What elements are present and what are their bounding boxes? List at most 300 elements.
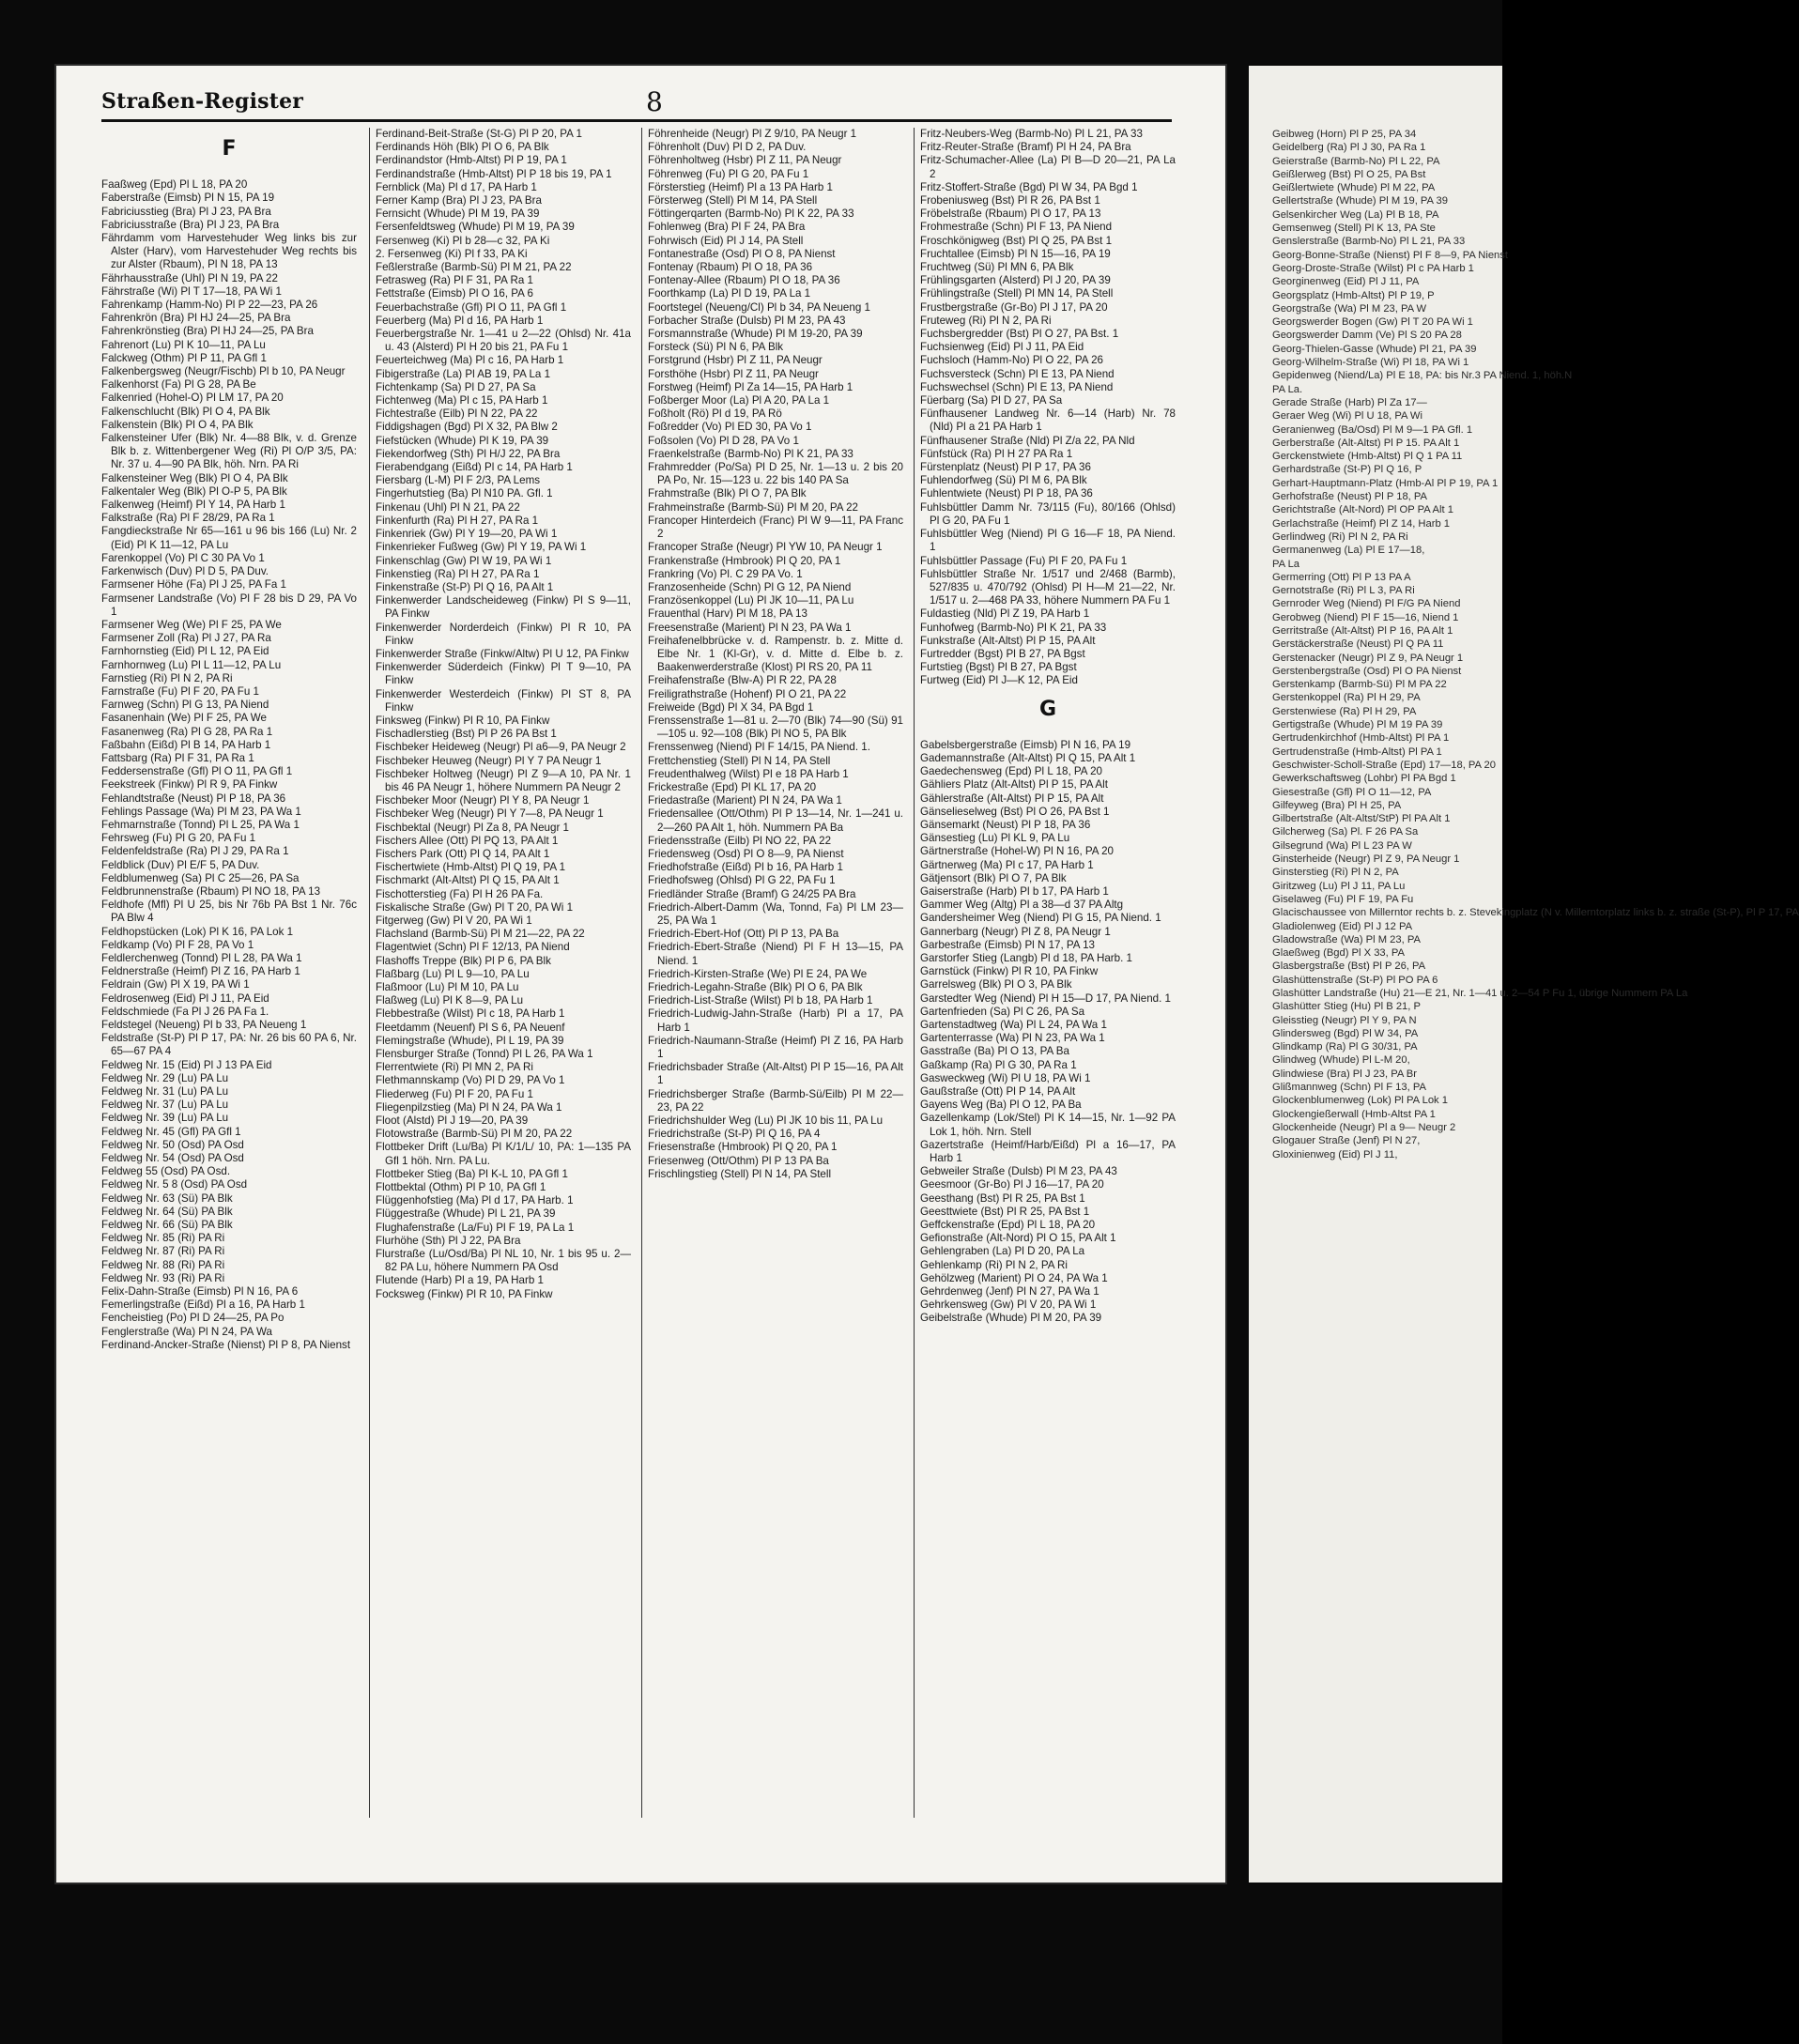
register-entry: Giesestraße (Gfl) Pl O 11—12, PA (1272, 786, 1432, 798)
register-entry: Feßlerstraße (Barmb-Sü) Pl M 21, PA 22 (376, 261, 572, 274)
register-entry: Fingerhutstieg (Ba) Pl N10 PA. Gfl. 1 (376, 487, 553, 500)
register-entry: Finkenwerder Straße (Finkw/Altw) Pl U 12, PA Finkw (376, 647, 629, 660)
register-entry: Fliegenpilzstieg (Ma) Pl N 24, PA Wa 1 (376, 1100, 562, 1114)
register-entry: Forsmannstraße (Whude) Pl M 19-20, PA 39 (648, 328, 863, 341)
register-entry: Friedrichstraße (St-P) Pl Q 16, PA 4 (648, 1128, 821, 1141)
register-entry: Geschwister-Scholl-Straße (Epd) 17—18, PA 20 (1272, 759, 1496, 771)
register-entry: Gerstenkamp (Barmb-Sü) Pl M PA 22 (1272, 679, 1447, 691)
register-entry: Gleisstieg (Neugr) Pl Y 9, PA N (1272, 1014, 1417, 1026)
register-entry: Feldkamp (Vo) Pl F 28, PA Vo 1 (101, 938, 254, 951)
register-entry: Feldbrunnenstraße (Rbaum) Pl NO 18, PA 13 (101, 884, 321, 898)
register-entry: Furtstieg (Bgst) Pl B 27, PA Bgst (920, 661, 1077, 674)
register-entry: Gähliers Platz (Alt-Altst) Pl P 15, PA Alt (920, 778, 1108, 791)
register-entry: Feuerteichweg (Ma) Pl c 16, PA Harb 1 (376, 354, 564, 367)
register-entry: Feekstreek (Finkw) Pl R 9, PA Finkw (101, 778, 278, 791)
register-entry: Garstedter Weg (Niend) Pl H 15—D 17, PA Niend. 1 (920, 991, 1171, 1005)
register-entry: Glashüttenstraße (St-P) Pl PO PA 6 (1272, 974, 1438, 986)
register-entry: Feldlerchenweg (Tonnd) Pl L 28, PA Wa 1 (101, 951, 302, 964)
register-entry: Flaßbarg (Lu) Pl L 9—10, PA Lu (376, 967, 530, 980)
register-entry: Gerhardstraße (St-P) Pl Q 16, P (1272, 464, 1422, 476)
register-entry: Flurstraße (Lu/Osd/Ba) Pl NL 10, Nr. 1 bis 95 u. 2—82 PA Lu, höhere Nummern PA Osd (376, 1248, 631, 1274)
register-entry: Fuchswechsel (Schn) Pl E 13, PA Niend (920, 380, 1114, 393)
register-entry: Freihafenstraße (Blw-A) Pl R 22, PA 28 (648, 674, 837, 687)
register-entry: Feldweg Nr. 64 (Sü) PA Blk (101, 1205, 233, 1218)
register-entry: Fuchsienweg (Eid) Pl J 11, PA Eid (920, 341, 1084, 354)
register-entry: Gertigstraße (Whude) Pl M 19 PA 39 (1272, 719, 1443, 731)
register-entry: Ferdinandstor (Hmb-Altst) Pl P 19, PA 1 (376, 154, 567, 167)
register-entry: Frahmredder (Po/Sa) Pl D 25, Nr. 1—13 u. 2 bis 20 PA Po, Nr. 15—123 u. 22 bis 140 PA Sa (648, 461, 903, 487)
page-number: 8 (646, 86, 663, 117)
register-entry: Freudenthalweg (Wilst) Pl e 18 PA Harb 1 (648, 767, 849, 780)
register-entry: Fettstraße (Eimsb) Pl O 16, PA 6 (376, 287, 533, 300)
register-entry: Gefionstraße (Alt-Nord) Pl O 15, PA Alt 1 (920, 1232, 1116, 1245)
register-entry: Giritzweg (Lu) Pl J 11, PA Lu (1272, 880, 1406, 892)
register-entry: Finkenriek (Gw) Pl Y 19—20, PA Wi 1 (376, 528, 558, 541)
facing-page-entries (1272, 128, 1799, 1161)
register-entry: Gilbertstraße (Alt-Altst/StP) Pl PA Alt 1 (1272, 813, 1451, 825)
register-entry: Friedhofsweg (Ohlsd) Pl G 22, PA Fu 1 (648, 874, 836, 887)
register-entry: Föhrenheide (Neugr) Pl Z 9/10, PA Neugr 1 (648, 128, 857, 140)
register-entry: Flaßweg (Lu) Pl K 8—9, PA Lu (376, 994, 524, 1007)
register-entry: Föhrenweg (Fu) Pl G 20, PA Fu 1 (648, 167, 809, 180)
register-entry: Georgswerder Bogen (Gw) Pl T 20 PA Wi 1 (1272, 316, 1473, 329)
register-entry: Fontenay (Rbaum) Pl O 18, PA 36 (648, 261, 813, 274)
register-entry: Geffckenstraße (Epd) Pl L 18, PA 20 (920, 1219, 1096, 1232)
register-entry: Fehrsweg (Fu) Pl G 20, PA Fu 1 (101, 832, 256, 845)
register-entry: Fahrenkamp (Hamm-No) Pl P 22—23, PA 26 (101, 299, 318, 312)
register-entry: Gählerstraße (Alt-Altst) Pl P 15, PA Alt (920, 791, 1104, 805)
register-entry: Falkenstein (Blk) Pl O 4, PA Blk (101, 418, 254, 431)
register-entry: Germanenweg (La) Pl E 17—18, (1272, 545, 1425, 557)
register-entry: Forsteck (Sü) Pl N 6, PA Blk (648, 341, 784, 354)
register-entry: Französenkoppel (Lu) Pl JK 10—11, PA Lu (648, 594, 854, 607)
register-entry: Feldweg Nr. 31 (Lu) PA Lu (101, 1085, 229, 1099)
register-entry: Flethmannskamp (Vo) Pl D 29, PA Vo 1 (376, 1074, 565, 1087)
register-entry: Furtredder (Bgst) Pl B 27, PA Bgst (920, 647, 1085, 660)
register-entry: Fischbeker Weg (Neugr) Pl Y 7—8, PA Neugr 1 (376, 807, 604, 821)
register-entry: Faberstraße (Eimsb) Pl N 15, PA 19 (101, 192, 275, 205)
register-entry: Fohlenweg (Bra) Pl F 24, PA Bra (648, 221, 806, 234)
register-entry: Garstorfer Stieg (Langb) Pl d 18, PA Harb. 1 (920, 951, 1132, 964)
register-entry: Gehlengraben (La) Pl D 20, PA La (920, 1245, 1085, 1258)
register-entry: Feldstraße (St-P) Pl P 17, PA: Nr. 26 bis 60 PA 6, Nr. 65—67 PA 4 (101, 1032, 357, 1058)
register-entry: Ginsterheide (Neugr) Pl Z 9, PA Neugr 1 (1272, 853, 1460, 866)
facing-page-column (1272, 128, 1799, 1818)
register-entry: Friedrich-Ebert-Hof (Ott) Pl P 13, PA Ba (648, 928, 839, 941)
register-entry: Gazellenkamp (Lok/Stel) Pl K 14—15, Nr. 1—92 PA Lok 1, höh. Nrn. Stell (920, 1112, 1176, 1138)
register-entry: Flachsland (Barmb-Sü) Pl M 21—22, PA 22 (376, 928, 585, 941)
register-entry: Flerrentwiete (Ri) Pl MN 2, PA Ri (376, 1061, 533, 1074)
register-entry: Falkensteiner Ufer (Blk) Nr. 4—88 Blk, v. d. Grenze Blk b. z. Wittenbergener Weg (Ri) Pl O/P 3/5, PA: Nr. 37 u. 4—90 PA Blk, höh. Nrn. PA Ri (101, 432, 357, 471)
column-3-entries (648, 128, 903, 1181)
register-entry: Fibigerstraße (La) Pl AB 19, PA La 1 (376, 367, 551, 380)
register-entry: Farmsener Höhe (Fa) Pl J 25, PA Fa 1 (101, 578, 286, 592)
register-entry: Fünfhausener Landweg Nr. 6—14 (Harb) Nr. 78 (Nld) Pl a 21 PA Harb 1 (920, 407, 1176, 434)
register-entry: Friedrich-Albert-Damm (Wa, Tonnd, Fa) Pl LM 23—25, PA Wa 1 (648, 900, 903, 927)
register-entry: Flotowstraße (Barmb-Sü) Pl M 20, PA 22 (376, 1128, 573, 1141)
register-entry: Francoper Straße (Neugr) Pl YW 10, PA Neugr 1 (648, 541, 883, 554)
register-entry: Fischbektal (Neugr) Pl Za 8, PA Neugr 1 (376, 821, 569, 834)
register-entry: Gerritstraße (Alt-Altst) Pl P 16, PA Alt 1 (1272, 624, 1453, 637)
register-entry: Flüggenhofstieg (Ma) Pl d 17, PA Harb. 1 (376, 1194, 574, 1207)
register-entry: Gebweiler Straße (Dulsb) Pl M 23, PA 43 (920, 1165, 1117, 1178)
register-entry: Friedrich-Kirsten-Straße (We) Pl E 24, PA We (648, 967, 868, 980)
register-entry: Föhrenholt (Duv) Pl D 2, PA Duv. (648, 141, 807, 154)
register-entry: Gerstenacker (Neugr) Pl Z 9, PA Neugr 1 (1272, 652, 1464, 664)
register-entry: Fahrenkrön (Bra) Pl HJ 24—25, PA Bra (101, 312, 291, 325)
register-entry: Farmsener Landstraße (Vo) Pl F 28 bis D 29, PA Vo 1 (101, 592, 357, 618)
register-entry: Friedrichsberger Straße (Barmb-Sü/Eilb) Pl M 22—23, PA 22 (648, 1087, 903, 1114)
register-entry: Gerhofstraße (Neust) Pl P 18, PA (1272, 491, 1427, 503)
register-entry: Friedrichsbader Straße (Alt-Altst) Pl P 15—16, PA Alt 1 (648, 1061, 903, 1087)
register-entry: Falkenbergsweg (Neugr/Fischb) Pl b 10, PA Neugr (101, 365, 346, 378)
register-entry: Glashütter Stieg (Hu) Pl B 21, P (1272, 1001, 1421, 1013)
register-entry: Gartenstadtweg (Wa) Pl L 24, PA Wa 1 (920, 1019, 1107, 1031)
register-entry: Faßbahn (Eißd) Pl B 14, PA Harb 1 (101, 738, 271, 751)
register-entry: Fenglerstraße (Wa) Pl N 24, PA Wa (101, 1325, 272, 1338)
register-entry: Georgstraße (Wa) Pl M 23, PA W (1272, 302, 1427, 315)
register-entry: Fehmarnstraße (Tonnd) Pl L 25, PA Wa 1 (101, 818, 300, 831)
register-entry: Gilsegrund (Wa) Pl L 23 PA W (1272, 839, 1412, 852)
register-entry: Gänsestieg (Lu) Pl KL 9, PA Lu (920, 832, 1070, 845)
register-entry: Flottbeker Drift (Lu/Ba) Pl K/1/L/ 10, PA: 1—135 PA Gfl 1 höh. Nrn. PA Lu. (376, 1141, 631, 1167)
register-entry: Fuhlendorfweg (Sü) Pl M 6, PA Blk (920, 474, 1087, 487)
register-entry: Feuerberg (Ma) Pl d 16, PA Harb 1 (376, 314, 544, 327)
register-entry: Gerade Straße (Harb) Pl Za 17— (1272, 396, 1427, 408)
register-entry: Gänselieselweg (Bst) Pl O 26, PA Bst 1 (920, 805, 1110, 818)
register-entry: Fiekendorfweg (Sth) Pl H/J 22, PA Bra (376, 447, 561, 460)
register-entry: Falkenhorst (Fa) Pl G 28, PA Be (101, 378, 256, 392)
register-entry: Feldrain (Gw) Pl X 19, PA Wi 1 (101, 978, 250, 991)
register-entry: Försterweg (Stell) Pl M 14, PA Stell (648, 194, 818, 207)
register-entry: Fährstraße (Wi) Pl T 17—18, PA Wi 1 (101, 284, 282, 298)
register-entry: Forstweg (Heimf) Pl Za 14—15, PA Harb 1 (648, 380, 853, 393)
register-entry: Farmsener Zoll (Ra) Pl J 27, PA Ra (101, 632, 271, 645)
register-entry: Gärtnerweg (Ma) Pl c 17, PA Harb 1 (920, 858, 1094, 871)
register-entry: Gerberstraße (Alt-Altst) Pl P 15. PA Alt 1 (1272, 437, 1460, 449)
register-entry: Giselaweg (Fu) Pl F 19, PA Fu (1272, 893, 1414, 905)
register-entry: Geißlerweg (Bst) Pl O 25, PA Bst (1272, 168, 1426, 180)
register-entry: Gladiolenweg (Eid) Pl J 12 PA (1272, 920, 1413, 932)
register-entry: Feuerbachstraße (Gfl) Pl O 11, PA Gfl 1 (376, 300, 567, 314)
register-entry: Geesmoor (Gr-Bo) Pl J 16—17, PA 20 (920, 1178, 1104, 1191)
register-entry: Glockenheide (Neugr) Pl a 9— Neugr 2 (1272, 1121, 1456, 1133)
register-entry: Fencheistieg (Po) Pl D 24—25, PA Po (101, 1312, 284, 1325)
register-entry: Farnstieg (Ri) Pl N 2, PA Ri (101, 671, 233, 684)
register-entry: Friedrich-Ebert-Straße (Niend) Pl F H 13—15, PA Niend. 1 (648, 941, 903, 967)
register-entry: Föttingerqarten (Barmb-No) Pl K 22, PA 33 (648, 207, 854, 221)
register-entry: PA La. (1272, 383, 1303, 395)
register-entry: Frankenstraße (Hmbrook) Pl Q 20, PA 1 (648, 554, 841, 567)
register-entry: Glashütter Landstraße (Hu) 21—E 21, Nr. 1—41 u. 2—54 P Fu 1, übrige Nummern PA La (1272, 988, 1688, 999)
register-entry: Feldweg Nr. 37 (Lu) PA Lu (101, 1099, 229, 1112)
register-entry: Fitgerweg (Gw) Pl V 20, PA Wi 1 (376, 914, 532, 927)
register-entry: Gaiserstraße (Harb) Pl b 17, PA Harb 1 (920, 884, 1109, 898)
column-1 (101, 128, 357, 1818)
register-entry: Farnhornweg (Lu) Pl L 11—12, PA Lu (101, 658, 282, 671)
register-entry: Finksweg (Finkw) Pl R 10, PA Finkw (376, 714, 550, 727)
register-entry: Fontanestraße (Osd) Pl O 8, PA Nienst (648, 247, 836, 260)
register-entry: Fünfhausener Straße (Nld) Pl Z/a 22, PA Nld (920, 434, 1135, 447)
section-letter-f: F (222, 137, 237, 161)
register-entry: Fruchtweg (Sü) Pl MN 6, PA Blk (920, 261, 1074, 274)
register-entry: Finkenwerder Süderdeich (Finkw) Pl T 9—10, PA Finkw (376, 661, 631, 687)
register-entry: Gertrudenkirchhof (Hmb-Altst) Pl PA 1 (1272, 732, 1450, 745)
register-entry: Föhrenholtweg (Hsbr) Pl Z 11, PA Neugr (648, 154, 842, 167)
register-entry: Flughafenstraße (La/Fu) Pl F 19, PA La 1 (376, 1221, 575, 1234)
register-entry: Feldschmiede (Fa Pl J 26 PA Fa 1. (101, 1005, 269, 1018)
register-entry: Flaßmoor (Lu) Pl M 10, PA Lu (376, 981, 519, 993)
register-entry: Friedrich-Ludwig-Jahn-Straße (Harb) Pl a 17, PA Harb 1 (648, 1007, 903, 1034)
register-entry: Falkensteiner Weg (Blk) Pl O 4, PA Blk (101, 471, 288, 484)
register-entry: Geraer Weg (Wi) Pl U 18, PA Wi (1272, 410, 1422, 423)
register-entry: Fischbeker Heuweg (Neugr) Pl Y 7 PA Neugr 1 (376, 754, 602, 767)
register-entry: Gänsemarkt (Neust) Pl P 18, PA 36 (920, 818, 1091, 831)
register-entry: Fünfstück (Ra) Pl H 27 PA Ra 1 (920, 447, 1073, 460)
register-entry: Ferner Kamp (Bra) Pl J 23, PA Bra (376, 194, 542, 207)
register-entry: Farnhornstieg (Eid) Pl L 12, PA Eid (101, 645, 269, 658)
register-entry: Feldweg Nr. 5 8 (Osd) PA Osd (101, 1178, 248, 1191)
register-entry: Gladowstraße (Wa) Pl M 23, PA (1272, 933, 1421, 945)
register-entry: Forstgrund (Hsbr) Pl Z 11, PA Neugr (648, 354, 823, 367)
register-entry: Friedrich-List-Straße (Wilst) Pl b 18, PA Harb 1 (648, 994, 873, 1007)
register-entry: Garnstück (Finkw) Pl R 10, PA Finkw (920, 965, 1099, 978)
register-entry: Gelsenkircher Weg (La) Pl B 18, PA (1272, 208, 1439, 221)
register-entry: Gertrudenstraße (Hmb-Altst) Pl PA 1 (1272, 745, 1442, 758)
register-entry: Feldweg Nr. 88 (Ri) PA Ri (101, 1258, 225, 1271)
register-entry: Finkenwerder Westerdeich (Finkw) Pl ST 8, PA Finkw (376, 687, 631, 714)
register-entry: Garrelsweg (Blk) Pl O 3, PA Blk (920, 978, 1072, 991)
register-entry: Georginenweg (Eid) Pl J 11, PA (1272, 276, 1420, 288)
register-entry: Glaeßweg (Bgd) Pl X 33, PA (1272, 947, 1405, 960)
register-entry: Francoper Hinterdeich (Franc) Pl W 9—11, PA Franc 2 (648, 514, 903, 541)
column-divider (641, 128, 642, 1818)
register-entry: Gasstraße (Ba) Pl O 13, PA Ba (920, 1045, 1069, 1058)
register-entry: Frobeniusweg (Bst) Pl R 26, PA Bst 1 (920, 194, 1100, 207)
register-entry: Gellertstraße (Whude) Pl M 19, PA 39 (1272, 195, 1448, 207)
register-entry: Flottbektal (Othm) Pl P 10, PA Gfl 1 (376, 1181, 546, 1194)
register-entry: Flüggestraße (Whude) Pl L 21, PA 39 (376, 1207, 556, 1221)
register-entry: Fuchsbergredder (Bst) Pl O 27, PA Bst. 1 (920, 328, 1119, 341)
register-entry: Falkentaler Weg (Blk) Pl O-P 5, PA Blk (101, 484, 287, 498)
register-entry: Geidelberg (Ra) Pl J 30, PA Ra 1 (1272, 142, 1426, 154)
register-entry: Glißmannweg (Schn) Pl F 13, PA (1272, 1082, 1426, 1094)
register-entry: Feldhofe (Mfl) Pl U 25, bis Nr 76b PA Bst 1 Nr. 76c PA Blw 4 (101, 899, 357, 925)
register-entry: Frauenthal (Harv) Pl M 18, PA 13 (648, 607, 807, 621)
register-entry: Gehrkensweg (Gw) Pl V 20, PA Wi 1 (920, 1299, 1097, 1312)
register-entry: Fohrwisch (Eid) Pl J 14, PA Stell (648, 234, 804, 247)
register-entry: Franzosenheide (Schn) Pl G 12, PA Niend (648, 580, 852, 593)
register-entry: Feldweg Nr. 54 (Osd) PA Osd (101, 1152, 244, 1165)
register-entry: Finkenwerder Norderdeich (Finkw) Pl R 10, PA Finkw (376, 621, 631, 647)
register-entry: Feldenfeldstraße (Ra) Pl J 29, PA Ra 1 (101, 845, 289, 858)
register-entry: Glindersweg (Bgd) Pl W 34, PA (1272, 1027, 1419, 1039)
register-entry: Flensburger Straße (Tonnd) Pl L 26, PA Wa 1 (376, 1048, 593, 1061)
register-entry: Fritz-Schumacher-Allee (La) Pl B—D 20—21, PA La 2 (920, 154, 1176, 180)
register-entry: Felix-Dahn-Straße (Eimsb) Pl N 16, PA 6 (101, 1285, 299, 1299)
register-entry: Flutende (Harb) Pl a 19, PA Harb 1 (376, 1274, 544, 1287)
register-entry: Farnstraße (Fu) Pl F 20, PA Fu 1 (101, 684, 259, 698)
register-entry: Friedhofstraße (Eißd) Pl b 16, PA Harb 1 (648, 861, 843, 874)
register-entry: Fuhlentwiete (Neust) Pl P 18, PA 36 (920, 487, 1093, 500)
register-entry: Gerlachstraße (Heimf) Pl Z 14, Harb 1 (1272, 517, 1450, 530)
register-entry: Feldweg Nr. 93 (Ri) PA Ri (101, 1271, 225, 1284)
register-entry: Falkenweg (Heimf) Pl Y 14, PA Harb 1 (101, 499, 285, 512)
register-entry: Frenssenweg (Niend) Pl F 14/15, PA Niend. 1. (648, 741, 870, 754)
register-entry: Finkenfurth (Ra) Pl H 27, PA Ra 1 (376, 514, 539, 527)
register-entry: Foßsolen (Vo) Pl D 28, PA Vo 1 (648, 434, 799, 447)
register-entry: Fabriciusstraße (Bra) Pl J 23, PA Bra (101, 218, 280, 231)
register-entry: Fichtenkamp (Sa) Pl D 27, PA Sa (376, 380, 536, 393)
register-entry: Finkenschlag (Gw) Pl W 19, PA Wi 1 (376, 554, 552, 567)
register-entry: Funkstraße (Alt-Altst) Pl P 15, PA Alt (920, 634, 1096, 647)
register-entry: Fischers Allee (Ott) Pl PQ 13, PA Alt 1 (376, 834, 559, 847)
register-entry: Gerstenbergstraße (Osd) Pl O PA Nienst (1272, 665, 1462, 677)
register-entry: Friedensweg (Osd) Pl O 8—9, PA Nienst (648, 847, 844, 860)
register-entry: Friedländer Straße (Bramf) G 24/25 PA Bra (648, 887, 856, 900)
register-entry: Feldweg Nr. 66 (Sü) PA Blk (101, 1219, 233, 1232)
register-entry: Gärtnerstraße (Hohel-W) Pl N 16, PA 20 (920, 845, 1114, 858)
register-entry: Froschkönigweg (Bst) Pl Q 25, PA Bst 1 (920, 234, 1113, 247)
register-entry: Finkenstraße (St-P) Pl Q 16, PA Alt 1 (376, 580, 554, 593)
register-entry: Gannerbarg (Neugr) Pl Z 8, PA Neugr 1 (920, 925, 1111, 938)
register-entry: Flottbeker Stieg (Ba) Pl K-L 10, PA Gfl 1 (376, 1167, 568, 1180)
register-entry: Glindweg (Whude) Pl L-M 20, (1272, 1054, 1410, 1067)
register-entry: Feldweg Nr. 63 (Sü) PA Blk (101, 1191, 233, 1205)
register-entry: Füerbarg (Sa) Pl D 27, PA Sa (920, 394, 1063, 407)
register-entry: Geranienweg (Ba/Osd) Pl M 9—1 PA Gfl. 1 (1272, 423, 1473, 436)
register-entry: Fehlandtstraße (Neust) Pl P 18, PA 36 (101, 791, 286, 805)
register-entry: Genslerstraße (Barmb-No) Pl L 21, PA 33 (1272, 236, 1466, 248)
register-entry: Gasweckweg (Wi) Pl U 18, PA Wi 1 (920, 1071, 1091, 1084)
register-entry: Georg-Wilhelm-Straße (Wi) Pl 18, PA Wi 1 (1272, 357, 1469, 369)
register-entry: Glockenblumenweg (Lok) Pl PA Lok 1 (1272, 1095, 1448, 1107)
register-entry: Feldhopstücken (Lok) Pl K 16, PA Lok 1 (101, 925, 294, 938)
register-entry: Frohmestraße (Schn) Pl F 13, PA Niend (920, 221, 1113, 234)
register-entry: Gerstäckerstraße (Neust) Pl Q PA 11 (1272, 638, 1444, 651)
register-entry: Geesttwiete (Bst) Pl R 25, PA Bst 1 (920, 1205, 1090, 1218)
register-entry: Fuhlsbüttler Straße Nr. 1/517 und 2/468 (Barmb), 527/835 u. 470/792 (Ohlsd) Pl H—M 21—22, Nr. 1/517 u. 2—468 PA 33, höhere Nummern PA Fu 1 (920, 567, 1176, 607)
column-4-entries (920, 128, 1176, 1326)
register-entry: Fröbelstraße (Rbaum) Pl O 17, PA 13 (920, 207, 1101, 221)
register-entry: Feldblick (Duv) Pl E/F 5, PA Duv. (101, 858, 260, 871)
register-entry: Farkenwisch (Duv) Pl D 5, PA Duv. (101, 565, 269, 578)
register-entry: Falkenried (Hohel-O) Pl LM 17, PA 20 (101, 392, 284, 405)
register-entry: Gayens Weg (Ba) Pl O 12, PA Ba (920, 1099, 1082, 1112)
register-entry: Georg-Thielen-Gasse (Whude) Pl 21, PA 39 (1272, 343, 1477, 355)
register-entry: Gehölzweg (Marient) Pl O 24, PA Wa 1 (920, 1271, 1108, 1284)
register-entry: Finkenau (Uhl) Pl N 21, PA 22 (376, 500, 520, 514)
register-entry: Falkenschlucht (Blk) Pl O 4, PA Blk (101, 405, 270, 418)
register-entry: Gerstenkoppel (Ra) Pl H 29, PA (1272, 692, 1421, 704)
register-entry: Geesthang (Bst) Pl R 25, PA Bst 1 (920, 1191, 1085, 1205)
register-entry: Glacischaussee von Millerntor rechts b. z. Stevekingplatz (N v. Millerntorplatz links b. z. straße (St-P), Pl P 17, PA (1272, 907, 1799, 919)
register-entry: Glogauer Straße (Jenf) Pl N 27, (1272, 1135, 1421, 1147)
register-entry: Gerhart-Hauptmann-Platz (Hmb-Al Pl P 19, PA 1 (1272, 477, 1499, 489)
register-entry: Geißlertwiete (Whude) Pl M 22, PA (1272, 182, 1436, 194)
register-entry: Feldweg Nr. 50 (Osd) PA Osd (101, 1138, 244, 1151)
register-entry: PA La (1272, 558, 1300, 570)
register-entry: Geierstraße (Barmb-No) Pl L 22, PA (1272, 155, 1440, 167)
register-entry: Gerckenstwiete (Hmb-Altst) Pl Q 1 PA 11 (1272, 451, 1463, 463)
register-entry: Falckweg (Othm) Pl P 11, PA Gfl 1 (101, 351, 267, 364)
register-entry: Finkenwerder Landscheideweg (Finkw) Pl S 9—11, PA Finkw (376, 594, 631, 621)
register-entry: Farnweg (Schn) Pl G 13, PA Niend (101, 699, 269, 712)
register-entry: Gartenterrasse (Wa) Pl N 23, PA Wa 1 (920, 1032, 1105, 1045)
register-entry: Fischers Park (Ott) Pl Q 14, PA Alt 1 (376, 847, 550, 860)
register-entry: Gartenfrieden (Sa) Pl C 26, PA Sa (920, 1005, 1085, 1018)
register-entry: Friedrich-Legahn-Straße (Blk) Pl O 6, PA Blk (648, 981, 863, 993)
register-entry: Gazertstraße (Heimf/Harb/Eißd) Pl a 16—17, PA Harb 1 (920, 1138, 1176, 1165)
register-entry: Geibelstraße (Whude) Pl M 20, PA 39 (920, 1312, 1102, 1325)
register-entry: Gemsenweg (Stell) Pl K 13, PA Ste (1272, 223, 1436, 235)
register-entry: Fasanenweg (Ra) Pl G 28, PA Ra 1 (101, 725, 273, 738)
register-entry: Fruchtallee (Eimsb) Pl N 15—16, PA 19 (920, 247, 1111, 260)
column-2-entries (376, 128, 631, 1301)
register-entry: Flashoffs Treppe (Blk) Pl P 6, PA Blk (376, 954, 551, 967)
register-entry: Gammer Weg (Altg) Pl a 38—d 37 PA Altg (920, 899, 1124, 912)
register-entry: Gerichtstraße (Alt-Nord) Pl OP PA Alt 1 (1272, 504, 1453, 516)
register-entry: Feldrosenweg (Eid) Pl J 11, PA Eid (101, 991, 269, 1005)
register-entry: Friedrich-Naumann-Straße (Heimf) Pl Z 16, PA Harb 1 (648, 1034, 903, 1061)
register-entry: Germerring (Ott) Pl P 13 PA A (1272, 571, 1411, 583)
register-entry: Feldblumenweg (Sa) Pl C 25—26, PA Sa (101, 871, 300, 884)
register-entry: Frickestraße (Epd) Pl KL 17, PA 20 (648, 780, 817, 793)
header-rule (101, 119, 1172, 122)
register-entry: Feldweg Nr. 29 (Lu) PA Lu (101, 1071, 229, 1084)
register-entry: Finkenstieg (Ra) Pl H 27, PA Ra 1 (376, 567, 540, 580)
register-entry: Fehlings Passage (Wa) Pl M 23, PA Wa 1 (101, 805, 301, 818)
register-entry: Gloxinienweg (Eid) Pl J 11, (1272, 1148, 1398, 1160)
register-entry: Fiefstücken (Whude) Pl K 19, PA 39 (376, 434, 549, 447)
register-entry: 2. Fersenweg (Ki) Pl f 33, PA Ki (376, 247, 528, 260)
register-entry: Frettchenstieg (Stell) Pl N 14, PA Stell (648, 754, 831, 767)
register-entry: Farmsener Weg (We) Pl F 25, PA We (101, 618, 282, 631)
register-entry: Fattsbarg (Ra) Pl F 31, PA Ra 1 (101, 751, 254, 764)
register-entry: Ferdinands Höh (Blk) Pl O 6, PA Blk (376, 141, 549, 154)
register-entry: Georg-Bonne-Straße (Nienst) Pl F 8—9, PA Nienst (1272, 249, 1508, 261)
register-entry: Feldnerstraße (Heimf) Pl Z 16, PA Harb 1 (101, 965, 300, 978)
register-entry: Glindwiese (Bra) Pl J 23, PA Br (1272, 1068, 1417, 1080)
register-entry: Flagentwiet (Schn) Pl F 12/13, PA Niend (376, 941, 570, 954)
register-entry: Flebbestraße (Wilst) Pl c 18, PA Harb 1 (376, 1007, 565, 1021)
register-entry: Georgswerder Damm (Ve) Pl S 20 PA 28 (1272, 330, 1462, 342)
column-divider (369, 128, 370, 1818)
register-entry: Furtweg (Eid) Pl J—K 12, PA Eid (920, 674, 1078, 687)
register-entry: Feldweg Nr. 15 (Eid) Pl J 13 PA Eid (101, 1058, 272, 1071)
register-entry: Foßredder (Vo) Pl ED 30, PA Vo 1 (648, 421, 812, 434)
register-entry: Fischotterstieg (Fa) Pl H 26 PA Fa. (376, 887, 544, 900)
register-entry: Fierabendgang (Eißd) Pl c 14, PA Harb 1 (376, 461, 573, 474)
register-entry: Fersenfeldtsweg (Whude) Pl M 19, PA 39 (376, 221, 575, 234)
column-3 (648, 128, 903, 1818)
register-entry: Ferdinandstraße (Hmb-Altst) Pl P 18 bis 19, PA 1 (376, 167, 612, 180)
register-entry: Gewerkschaftsweg (Lohbr) Pl PA Bgd 1 (1272, 773, 1456, 785)
register-entry: Fuchsloch (Hamm-No) Pl O 22, PA 26 (920, 354, 1104, 367)
register-entry: Frankring (Vo) Pl. C 29 PA Vo. 1 (648, 567, 803, 580)
register-entry: Friedensstraße (Eilb) Pl NO 22, PA 22 (648, 834, 832, 847)
register-entry: Fontenay-Allee (Rbaum) Pl O 18, PA 36 (648, 274, 840, 287)
register-entry: Ginsterstieg (Ri) Pl N 2, PA (1272, 867, 1399, 879)
register-entry: Glindkamp (Ra) Pl G 30/31, PA (1272, 1041, 1418, 1053)
register-entry: Fuldastieg (Nld) Pl Z 19, PA Harb 1 (920, 607, 1090, 621)
register-entry: Fichtestraße (Eilb) Pl N 22, PA 22 (376, 407, 538, 421)
register-entry: Fuchsversteck (Schn) Pl E 13, PA Niend (920, 367, 1115, 380)
register-entry: Flurhöhe (Sth) Pl J 22, PA Bra (376, 1234, 521, 1247)
register-entry: Feddersenstraße (Gfl) Pl O 11, PA Gfl 1 (101, 765, 293, 778)
register-entry: Fischbeker Heideweg (Neugr) Pl a6—9, PA Neugr 2 (376, 741, 626, 754)
register-entry: Geibweg (Horn) Pl P 25, PA 34 (1272, 129, 1417, 140)
